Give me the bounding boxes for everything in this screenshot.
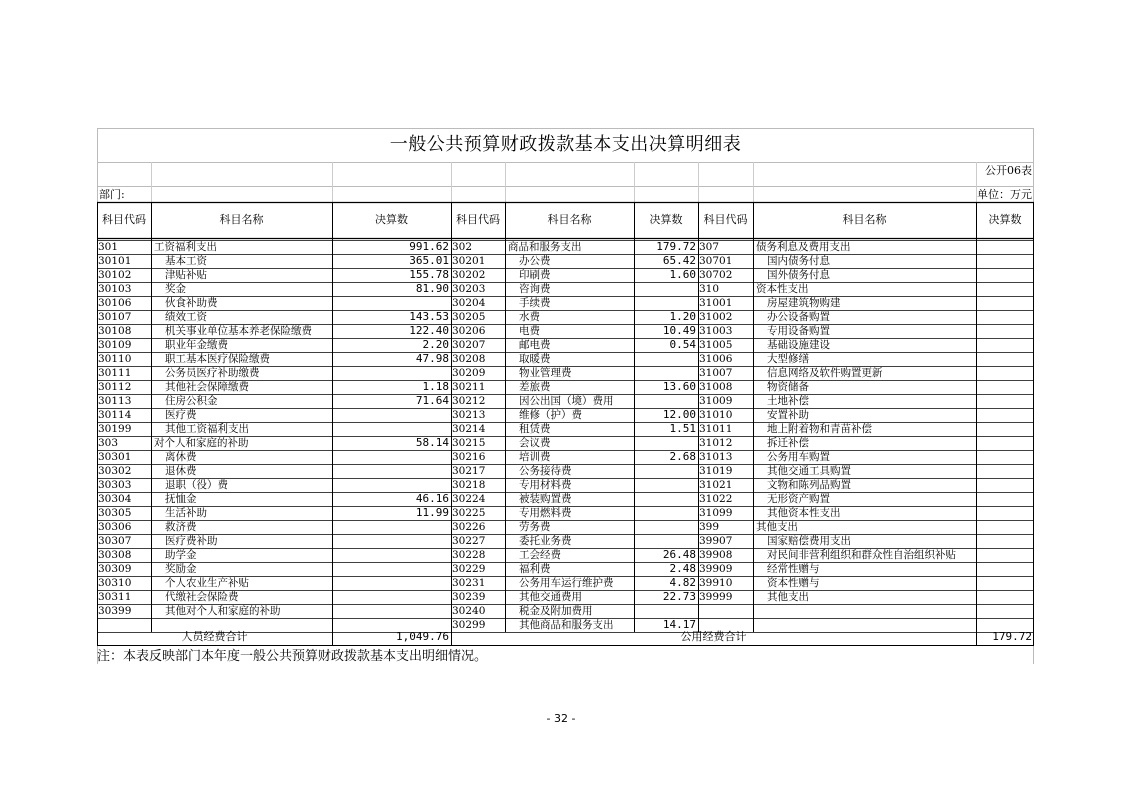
- amount-value: 155.78: [409, 268, 449, 281]
- subject-code: 30309: [98, 563, 132, 575]
- subject-code: 39908: [699, 549, 733, 561]
- header-amount-3: 决算数: [988, 213, 1022, 226]
- subject-name: 机关事业单位基本养老保险缴费: [165, 325, 312, 337]
- amount-value: [976, 380, 1034, 394]
- subject-code: 30226: [452, 521, 486, 533]
- table-number: 公开06表: [985, 164, 1032, 177]
- subject-name: 其他工资福利支出: [165, 423, 249, 435]
- subject-code: 30304: [98, 493, 132, 505]
- amount-value: [976, 534, 1034, 548]
- subject-code: 30211: [452, 381, 486, 393]
- subject-code: 30202: [452, 269, 486, 281]
- amount-value: [976, 408, 1034, 422]
- subject-name: 安置补助: [767, 409, 809, 421]
- subject-name: 退休费: [165, 465, 197, 477]
- subject-name: 差旅费: [519, 381, 551, 393]
- subject-code: 30208: [452, 353, 486, 365]
- header-code-1: 科目代码: [102, 213, 146, 226]
- subject-name: 邮电费: [519, 339, 551, 351]
- subject-name: 退职（役）费: [165, 479, 228, 491]
- subject-name: 信息网络及软件购置更新: [767, 367, 883, 379]
- subject-name: 绩效工资: [165, 311, 207, 323]
- unit-label: 单位：万元: [977, 188, 1032, 201]
- subject-name: 对个人和家庭的补助: [154, 437, 249, 449]
- subject-code: 30308: [98, 549, 132, 561]
- subject-name: 土地补偿: [767, 395, 809, 407]
- subject-code: 399: [699, 521, 720, 533]
- subject-name: [753, 604, 979, 618]
- subject-code: 30114: [98, 409, 132, 421]
- subject-code: 30209: [452, 367, 486, 379]
- subject-code: 39999: [699, 591, 733, 603]
- amount-value: 13.60: [662, 380, 696, 393]
- subject-code: 30101: [98, 255, 132, 267]
- amount-value: [976, 310, 1034, 324]
- amount-value: 1.60: [669, 268, 696, 281]
- subject-name: 离休费: [165, 451, 197, 463]
- amount-value: 46.16: [415, 492, 449, 505]
- subject-name: 经常性赠与: [767, 563, 820, 575]
- amount-value: [332, 520, 451, 534]
- amount-value: [634, 492, 698, 506]
- subject-code: 30103: [98, 283, 132, 295]
- subject-code: 31006: [699, 353, 733, 365]
- amount-value: 58.14: [415, 436, 449, 449]
- amount-value: [976, 366, 1034, 380]
- subject-code: 30113: [98, 395, 132, 407]
- amount-value: [976, 450, 1034, 464]
- amount-value: [332, 562, 451, 576]
- subject-code: 30205: [452, 311, 486, 323]
- amount-value: 179.72: [656, 240, 696, 253]
- subject-code: 30201: [452, 255, 486, 267]
- subject-name: 福利费: [519, 563, 551, 575]
- subject-code: 30214: [452, 423, 486, 435]
- subject-code: 30305: [98, 507, 132, 519]
- subject-code: 30207: [452, 339, 486, 351]
- subject-code: 39909: [699, 563, 733, 575]
- subject-name: 其他支出: [756, 521, 798, 533]
- subject-name: 物业管理费: [519, 367, 572, 379]
- amount-value: 10.49: [662, 324, 696, 337]
- amount-value: 143.53: [409, 310, 449, 323]
- amount-value: 47.98: [415, 352, 449, 365]
- subject-name: 奖励金: [165, 563, 197, 575]
- subject-name: 劳务费: [519, 521, 551, 533]
- subject-name: 医疗费补助: [165, 535, 218, 547]
- subject-name: 债务利息及费用支出: [756, 241, 851, 253]
- subject-code: 30225: [452, 507, 486, 519]
- subject-code: 30702: [699, 269, 733, 281]
- subject-name: 会议费: [519, 437, 551, 449]
- amount-value: [634, 534, 698, 548]
- subject-code: 30203: [452, 283, 486, 295]
- amount-value: [976, 324, 1034, 338]
- subject-name: 专用设备购置: [767, 325, 830, 337]
- amount-value: 12.00: [662, 408, 696, 421]
- amount-value: 1.20: [669, 310, 696, 323]
- amount-value: [634, 520, 698, 534]
- subject-code: 30302: [98, 465, 132, 477]
- amount-value: [976, 576, 1034, 590]
- subject-name: 代缴社会保险费: [165, 591, 239, 603]
- subject-name: 咨询费: [519, 283, 551, 295]
- subject-code: 310: [699, 283, 720, 295]
- subject-code: 30107: [98, 311, 132, 323]
- subject-name: 地上附着物和青苗补偿: [767, 423, 872, 435]
- subject-code: 30216: [452, 451, 486, 463]
- subject-code: 30112: [98, 381, 132, 393]
- subject-name: 个人农业生产补贴: [165, 577, 249, 589]
- subject-code: 31005: [699, 339, 733, 351]
- amount-value: 1.18: [422, 380, 449, 393]
- subject-code: 30213: [452, 409, 486, 421]
- subject-name: 其他支出: [767, 591, 809, 603]
- amount-value: [634, 296, 698, 310]
- subject-code: 301: [98, 241, 119, 253]
- subject-code: 31022: [699, 493, 733, 505]
- table-note: 注：本表反映部门本年度一般公共预算财政拨款基本支出明细情况。: [97, 649, 488, 664]
- header-name-2: 科目名称: [547, 213, 592, 226]
- subject-code: 30303: [98, 479, 132, 491]
- subject-code: 30228: [452, 549, 486, 561]
- amount-value: [332, 534, 451, 548]
- amount-value: [332, 548, 451, 562]
- amount-value: [634, 282, 698, 296]
- subject-name: 公务接待费: [519, 465, 572, 477]
- subject-code: 30217: [452, 465, 486, 477]
- subject-name: 办公费: [519, 255, 551, 267]
- amount-value: [976, 282, 1034, 296]
- page-number: - 32 -: [546, 712, 576, 725]
- subject-name: 手续费: [519, 297, 551, 309]
- amount-value: 365.01: [409, 254, 449, 267]
- subject-name: 拆迁补偿: [767, 437, 809, 449]
- subject-code: 30218: [452, 479, 486, 491]
- subject-code: 30206: [452, 325, 486, 337]
- subject-code: 30109: [98, 339, 132, 351]
- amount-value: 122.40: [409, 324, 449, 337]
- subject-code: 30110: [98, 353, 132, 365]
- subject-code: 30199: [98, 423, 132, 435]
- header-name-3: 科目名称: [842, 213, 887, 226]
- subject-code: 30231: [452, 577, 486, 589]
- subject-name: 基本工资: [165, 255, 207, 267]
- amount-value: [976, 492, 1034, 506]
- subject-code: 31001: [699, 297, 733, 309]
- amount-value: [332, 366, 451, 380]
- amount-value: [332, 604, 451, 618]
- personnel-total-label: 人员经费合计: [181, 630, 248, 643]
- subject-code: 302: [452, 241, 473, 253]
- subject-name: 大型修缮: [767, 353, 809, 365]
- amount-value: [332, 590, 451, 604]
- amount-value: [976, 268, 1034, 282]
- subject-code: 30399: [98, 605, 132, 617]
- amount-value: 81.90: [415, 282, 449, 295]
- subject-name: 商品和服务支出: [508, 241, 582, 253]
- subject-name: 对民间非营利组织和群众性自治组织补贴: [767, 549, 956, 561]
- subject-name: 资本性赠与: [767, 577, 820, 589]
- subject-name: 医疗费: [165, 409, 197, 421]
- header-code-3: 科目代码: [703, 213, 748, 226]
- subject-code: 31011: [699, 423, 733, 435]
- subject-name: 国家赔偿费用支出: [767, 535, 851, 547]
- subject-code: 30212: [452, 395, 486, 407]
- subject-name: 其他交通费用: [519, 591, 582, 603]
- amount-value: 11.99: [415, 506, 449, 519]
- department-label: 部门:: [99, 188, 125, 201]
- subject-name: 伙食补助费: [165, 297, 218, 309]
- subject-code: 307: [699, 241, 720, 253]
- amount-value: [976, 394, 1034, 408]
- amount-value: 65.42: [662, 254, 696, 267]
- amount-value: [976, 352, 1034, 366]
- amount-value: [976, 506, 1034, 520]
- subject-name: 津贴补贴: [165, 269, 207, 281]
- subject-code: 30307: [98, 535, 132, 547]
- subject-name: 助学金: [165, 549, 197, 561]
- amount-value: [976, 464, 1034, 478]
- subject-code: 31012: [699, 437, 733, 449]
- subject-name: 文物和陈列品购置: [767, 479, 851, 491]
- amount-value: [634, 478, 698, 492]
- subject-name: 国内债务付息: [767, 255, 830, 267]
- header-code-2: 科目代码: [456, 213, 500, 226]
- subject-name: 办公设备购置: [767, 311, 830, 323]
- amount-value: 991.62: [409, 240, 449, 253]
- amount-value: [976, 548, 1034, 562]
- subject-code: 30229: [452, 563, 486, 575]
- amount-value: 4.82: [669, 576, 696, 589]
- amount-value: [976, 436, 1034, 450]
- subject-name: 电费: [519, 325, 540, 337]
- amount-value: 2.68: [669, 450, 696, 463]
- subject-code: 31013: [699, 451, 733, 463]
- amount-value: [976, 338, 1034, 352]
- amount-value: [634, 604, 698, 618]
- subject-name: 维修（护）费: [519, 409, 582, 421]
- subject-code: 31021: [699, 479, 733, 491]
- subject-name: 公务员医疗补助缴费: [165, 367, 260, 379]
- header-name-1: 科目名称: [219, 213, 264, 226]
- subject-name: 奖金: [165, 283, 186, 295]
- subject-code: 30239: [452, 591, 486, 603]
- subject-name: 其他商品和服务支出: [519, 619, 614, 631]
- subject-code: 31010: [699, 409, 733, 421]
- amount-value: [976, 422, 1034, 436]
- subject-code: 30102: [98, 269, 132, 281]
- subject-code: 30240: [452, 605, 486, 617]
- subject-name: 生活补助: [165, 507, 207, 519]
- amount-value: 14.17: [662, 618, 696, 631]
- subject-name: 租赁费: [519, 423, 551, 435]
- amount-value: [976, 254, 1034, 268]
- subject-name: 培训费: [519, 451, 551, 463]
- amount-value: [332, 296, 451, 310]
- subject-code: 30224: [452, 493, 486, 505]
- subject-code: 31019: [699, 465, 733, 477]
- amount-value: 2.48: [669, 562, 696, 575]
- subject-name: 无形资产购置: [767, 493, 830, 505]
- amount-value: [976, 604, 1034, 618]
- amount-value: [976, 590, 1034, 604]
- personnel-total-value: 1,049.76: [396, 630, 449, 643]
- subject-code: 31002: [699, 311, 733, 323]
- amount-value: [634, 352, 698, 366]
- subject-name: 工会经费: [519, 549, 561, 561]
- amount-value: 22.73: [662, 590, 696, 603]
- header-amount-1: 决算数: [375, 213, 408, 226]
- subject-name: 水费: [519, 311, 540, 323]
- subject-name: 被装购置费: [519, 493, 572, 505]
- subject-name: 专用材料费: [519, 479, 572, 491]
- subject-name: 资本性支出: [756, 283, 809, 295]
- amount-value: [976, 240, 1034, 254]
- subject-name: 救济费: [165, 521, 197, 533]
- subject-code: 30111: [98, 367, 132, 379]
- budget-table-sheet: [97, 128, 1034, 664]
- subject-name: 专用燃料费: [519, 507, 572, 519]
- subject-code: 31099: [699, 507, 733, 519]
- subject-name: 取暖费: [519, 353, 551, 365]
- public-total-value: 179.72: [992, 630, 1032, 643]
- amount-value: [634, 464, 698, 478]
- subject-code: 30227: [452, 535, 486, 547]
- subject-name: 公务用车运行维护费: [519, 577, 614, 589]
- subject-code: 39910: [699, 577, 733, 589]
- subject-code: 39907: [699, 535, 733, 547]
- amount-value: [634, 394, 698, 408]
- public-total-label: 公用经费合计: [680, 630, 747, 643]
- subject-name: 其他对个人和家庭的补助: [165, 605, 281, 617]
- subject-code: 30299: [452, 619, 486, 631]
- subject-name: 其他资本性支出: [767, 507, 841, 519]
- subject-name: 委托业务费: [519, 535, 572, 547]
- subject-name: 房屋建筑物购建: [767, 297, 841, 309]
- subject-name: 工资福利支出: [154, 241, 217, 253]
- subject-name: 税金及附加费用: [519, 605, 593, 617]
- subject-code: 31007: [699, 367, 733, 379]
- subject-code: 30311: [98, 591, 132, 603]
- amount-value: [976, 296, 1034, 310]
- subject-code: 30204: [452, 297, 486, 309]
- subject-code: 30306: [98, 521, 132, 533]
- subject-code: 30106: [98, 297, 132, 309]
- subject-name: 物资储备: [767, 381, 809, 393]
- subject-code: [698, 604, 754, 618]
- amount-value: [634, 436, 698, 450]
- amount-value: [332, 576, 451, 590]
- amount-value: 0.54: [669, 338, 696, 351]
- amount-value: [332, 422, 451, 436]
- subject-name: 公务用车购置: [767, 451, 830, 463]
- subject-code: 303: [98, 437, 119, 449]
- subject-code: 31003: [699, 325, 733, 337]
- amount-value: 71.64: [415, 394, 449, 407]
- subject-name: 职业年金缴费: [165, 339, 228, 351]
- amount-value: [634, 366, 698, 380]
- amount-value: 2.20: [422, 338, 449, 351]
- subject-name: 住房公积金: [165, 395, 218, 407]
- amount-value: [332, 478, 451, 492]
- subject-code: 31008: [699, 381, 733, 393]
- subject-code: 30310: [98, 577, 132, 589]
- table-title: 一般公共预算财政拨款基本支出决算明细表: [389, 134, 742, 155]
- header-amount-2: 决算数: [649, 213, 683, 226]
- subject-code: 30701: [699, 255, 733, 267]
- subject-name: 职工基本医疗保险缴费: [165, 353, 270, 365]
- subject-code: 30108: [98, 325, 132, 337]
- amount-value: [332, 408, 451, 422]
- amount-value: [976, 562, 1034, 576]
- subject-name: 因公出国（境）费用: [519, 395, 614, 407]
- subject-name: 印刷费: [519, 269, 551, 281]
- amount-value: [332, 450, 451, 464]
- amount-value: [634, 506, 698, 520]
- subject-name: 国外债务付息: [767, 269, 830, 281]
- subject-code: 31009: [699, 395, 733, 407]
- subject-code: 30301: [98, 451, 132, 463]
- subject-name: 其他社会保障缴费: [165, 381, 249, 393]
- amount-value: [976, 520, 1034, 534]
- amount-value: [976, 478, 1034, 492]
- amount-value: 26.48: [662, 548, 696, 561]
- subject-name: 抚恤金: [165, 493, 197, 505]
- amount-value: [332, 464, 451, 478]
- amount-value: 1.51: [669, 422, 696, 435]
- subject-name: 其他交通工具购置: [767, 465, 851, 477]
- subject-name: 基础设施建设: [767, 339, 830, 351]
- subject-code: 30215: [452, 437, 486, 449]
